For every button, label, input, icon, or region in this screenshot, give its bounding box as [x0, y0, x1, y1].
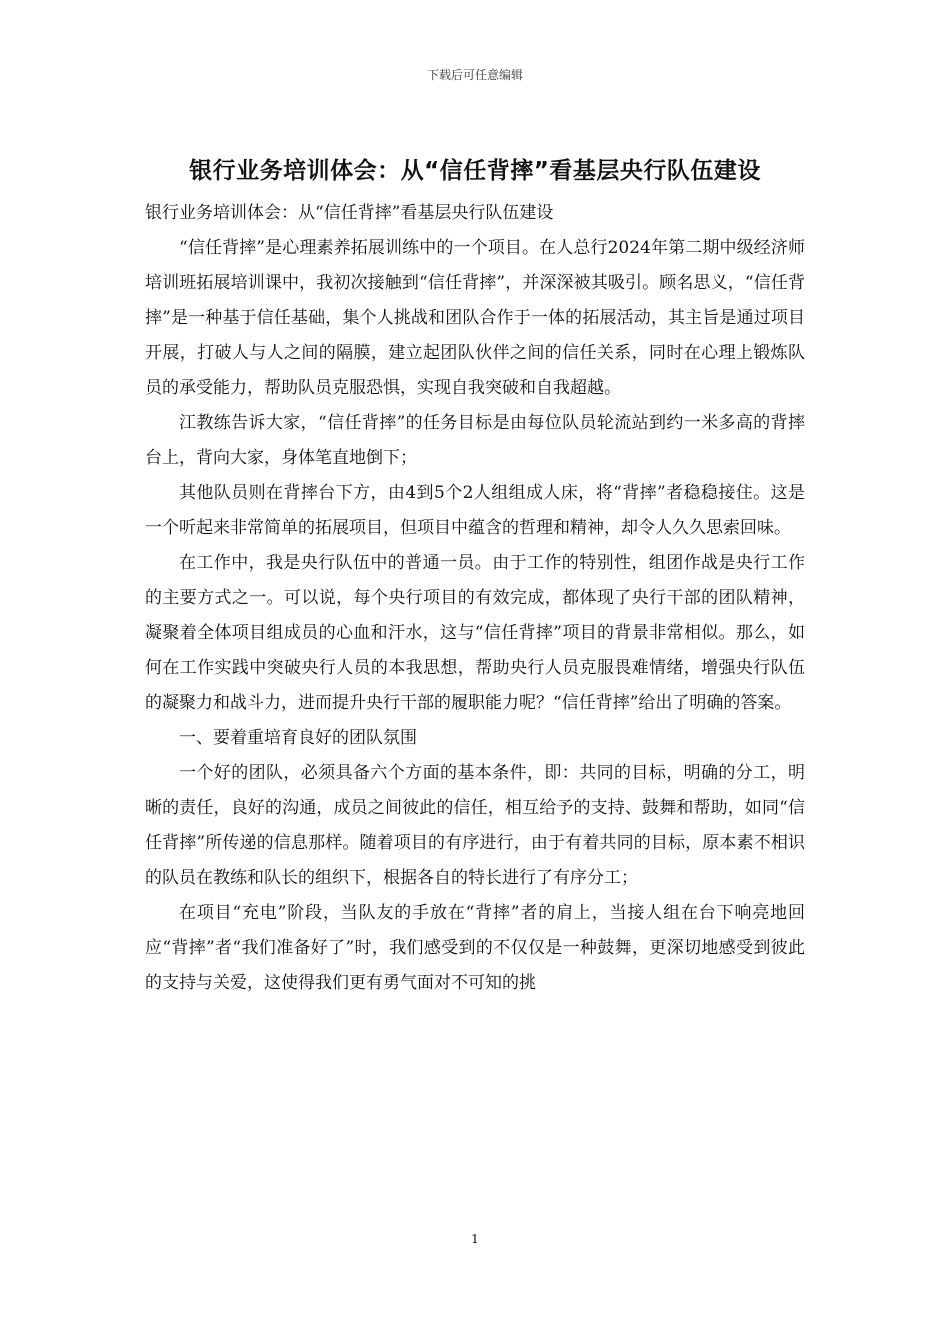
paragraph: 在项目“充电”阶段，当队友的手放在“背摔”者的肩上，当接人组在台下响亮地回应“背摔”者“我们准备好了”时，我们感受到的不仅仅是一种鼓舞，更深切地感受到彼此的支持与关爱，这使得我们更有勇气面对不可知的挑: [145, 903, 805, 993]
paragraph-subtitle: 银行业务培训体会：从“信任背摔”看基层央行队伍建设: [145, 203, 554, 223]
page-number: 1: [471, 1232, 479, 1246]
paragraph: 江教练告诉大家，“信任背摔”的任务目标是由每位队员轮流站到约一米多高的背摔台上，背向大家，身体笔直地倒下；: [145, 413, 805, 468]
section-heading: 一、要着重培育良好的团队氛围: [179, 728, 417, 748]
paragraph: 一个好的团队，必须具备六个方面的基本条件，即：共同的目标，明确的分工，明晰的责任，良好的沟通，成员之间彼此的信任，相互给予的支持、鼓舞和帮助，如同“信任背摔”所传递的信息那样。随着项目的有序进行，由于有着共同的目标，原本素不相识的队员在教练和队长的组织下，根据各自的特长进行了有序分工；: [145, 763, 805, 888]
document-body: [145, 196, 805, 1001]
paragraph: 其他队员则在背摔台下方，由4到5个2人组组成人床，将“背摔”者稳稳接住。这是一个听起来非常简单的拓展项目，但项目中蕴含的哲理和精神，却令人久久思索回味。: [145, 483, 805, 538]
paragraph: 在工作中，我是央行队伍中的普通一员。由于工作的特别性，组团作战是央行工作的主要方式之一。可以说，每个央行项目的有效完成，都体现了央行干部的团队精神，凝聚着全体项目组成员的心血和汗水，这与“信任背摔”项目的背景非常相似。那么，如何在工作实践中突破央行人员的本我思想，帮助央行人员克服畏难情绪，增强央行队伍的凝聚力和战斗力，进而提升央行干部的履职能力呢？“信任背摔”给出了明确的答案。: [145, 553, 805, 713]
document-title: 银行业务培训体会：从“信任背摔”看基层央行队伍建设: [189, 158, 761, 184]
page-header-note: 下载后可任意编辑: [426, 68, 523, 82]
paragraph: “信任背摔”是心理素养拓展训练中的一个项目。在人总行2024年第二期中级经济师培训班拓展培训课中，我初次接触到“信任背摔”，并深深被其吸引。顾名思义，“信任背摔”是一种基于信任基础，集个人挑战和团队合作于一体的拓展活动，其主旨是通过项目开展，打破人与人之间的隔膜，建立起团队伙伴之间的信任关系，同时在心理上锻炼队员的承受能力，帮助队员克服恐惧，实现自我突破和自我超越。: [145, 238, 805, 398]
